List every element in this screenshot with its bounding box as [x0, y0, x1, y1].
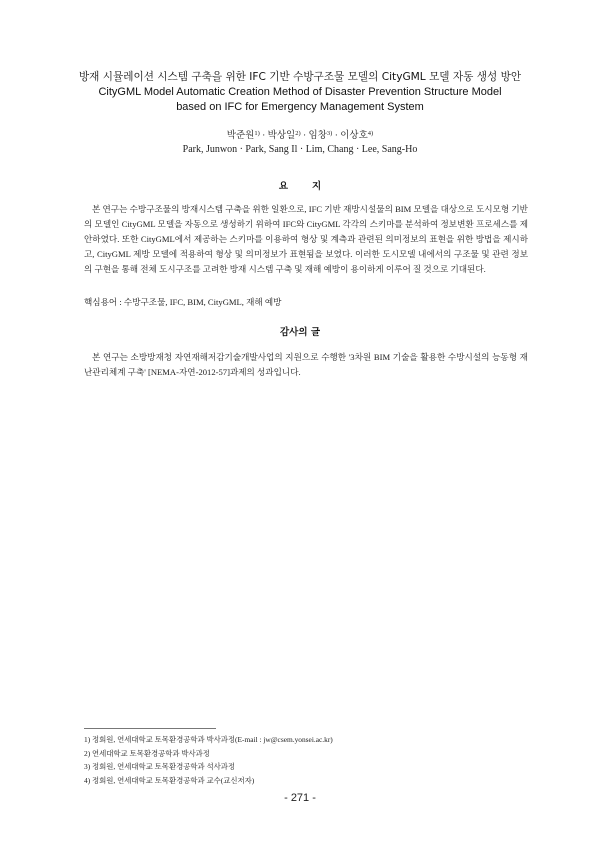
- author-footnote-mark: 1): [254, 130, 260, 137]
- footnote-item: 1) 정회원, 연세대학교 토목환경공학과 박사과정(E-mail : jw@csem.yonsei.ac.kr): [84, 735, 333, 744]
- title-korean: 방재 시뮬레이션 시스템 구축을 위한 IFC 기반 수방구조물 모델의 CityGML 모델 자동 생성 방안: [78, 71, 522, 83]
- author-separator: ·: [332, 131, 341, 141]
- title-english-line-1: CityGML Model Automatic Creation Method of Disaster Prevention Structure Model: [98, 86, 502, 98]
- author-separator: ·: [259, 131, 268, 141]
- authors-block: [60, 127, 540, 157]
- author-name: 박준원: [226, 131, 255, 141]
- author-footnote-mark: 2): [295, 130, 301, 137]
- footnote-item: 4) 정회원, 연세대학교 토목환경공학과 교수(교신저자): [84, 775, 255, 785]
- footnote-item: 3) 정회원, 연세대학교 토목환경공학과 석사과정: [84, 762, 236, 772]
- footnote-item: 2) 연세대학교 토목환경공학과 박사과정: [84, 748, 210, 758]
- abstract-body: 본 연구는 수방구조물의 방재시스템 구축을 위한 일환으로, IFC 기반 재방시설물의 BIM 모델을 대상으로 도시모형 기반의 모델인 CityGML 모델을 자동으로 생성하기 위하여 IFC와 CityGML 각각의 스키마를 분석하여 정보변환 프로세스를 제안하였다. 또한 CityGML에서 제공하는 스키마를 이용하여 형상 및 계측과 관련된 의미정보의 표현을 위한 방법을 제시하고, CityGML 제방 모델에 적용하여 형상 및 의미정보가 표현됨을 보였다. 이러한 도시모델 내에서의 구조물 및 관련 정보의 구현을 통해 전체 도시구조를 고려한 방재 시스템 구축 및 재해 예방이 용이하게 이루어 질 것으로 기대된다.: [84, 204, 528, 274]
- footnote-divider: [84, 728, 216, 729]
- title-english-line-2: based on IFC for Emergency Management System: [176, 101, 424, 113]
- footnotes-list: [84, 733, 333, 787]
- keywords: 핵심용어 : 수방구조물, IFC, BIM, CityGML, 재해 예방: [84, 297, 282, 307]
- author-name: 이상호: [340, 131, 368, 141]
- abstract-heading: 요지: [278, 181, 346, 192]
- author-footnote-mark: 4): [367, 130, 374, 137]
- acknowledgement-body: 본 연구는 소방방재청 자연재해저감기술개발사업의 지원으로 수행한 '3차원 BIM 기술을 활용한 수방시설의 능동형 재난관리체계 구축' [NEMA-자연-2012-57]과제의 성과입니다.: [84, 352, 528, 377]
- author-name: 박상일: [267, 131, 296, 141]
- author-separator: ·: [300, 131, 309, 141]
- acknowledgement-heading: 감사의 글: [279, 327, 320, 338]
- title-block: [60, 70, 540, 115]
- page-number: - 271 -: [284, 792, 316, 804]
- authors-korean: [60, 127, 540, 143]
- authors-english: Park, Junwon · Park, Sang Il · Lim, Chang · Lee, Sang-Ho: [182, 144, 418, 155]
- author-name: 임창: [308, 131, 327, 141]
- author-footnote-mark: 3): [326, 130, 333, 137]
